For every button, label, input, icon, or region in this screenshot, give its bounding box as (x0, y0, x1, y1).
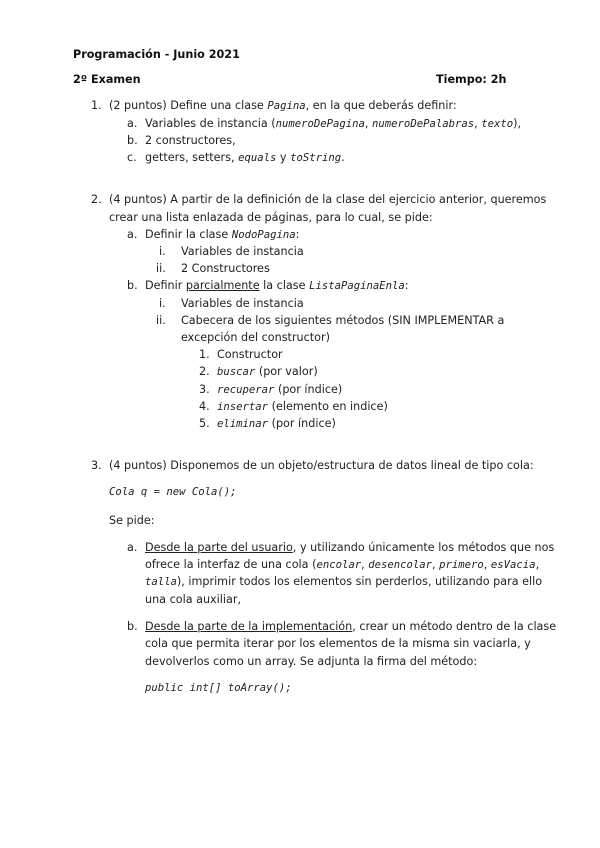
q1-class-name: Pagina (267, 100, 306, 112)
q1-intro-end: , en la que deberás definir: (305, 99, 457, 112)
q2-b-ii-line1: Cabecera de los siguientes métodos (SIN IMPLEMENTAR a (181, 314, 505, 327)
method-num: 1. (199, 348, 210, 361)
exam-title: Programación - Junio 2021 (73, 48, 240, 61)
q1-a-end: ), (513, 117, 522, 130)
exam-time: Tiempo: 2h (436, 73, 507, 86)
q2-a-text (145, 228, 299, 241)
q2-class-nodopagina: NodoPagina (231, 229, 296, 241)
q2-b-text (145, 279, 409, 292)
method-name: eliminar (217, 418, 269, 430)
q2-line2: crear una lista enlazada de páginas, para lo cual, se pide: (109, 211, 433, 224)
q1-c-intro: getters, setters, (145, 151, 239, 164)
method-item (217, 417, 336, 430)
q2-b-underlined: parcialmente (185, 279, 260, 292)
q3-b-code: public int[] toArray(); (145, 682, 292, 694)
method-desc: Constructor (217, 348, 283, 361)
q1-a-text (145, 117, 521, 130)
method-item (217, 365, 318, 378)
q3-method-primero: primero (439, 559, 484, 571)
method-item (217, 348, 283, 361)
q1-a-label: a. (127, 117, 138, 130)
method-desc: (por valor) (255, 365, 318, 378)
method-desc: (por índice) (268, 417, 336, 430)
q1-intro: (2 puntos) Define una clase (109, 99, 268, 112)
method-item (217, 383, 342, 396)
q1-var-texto: texto (481, 118, 514, 130)
q1-a-sep1: , (364, 117, 373, 130)
method-desc: (por índice) (274, 383, 343, 396)
q2-a-i-label: i. (159, 245, 166, 258)
q3-a-s3: , (483, 558, 491, 571)
q2-b-i-label: i. (159, 297, 166, 310)
q3-a-line2 (145, 558, 539, 571)
method-num: 2. (199, 365, 210, 378)
q2-b-label: b. (127, 279, 138, 292)
q2-line1: (4 puntos) A partir de la definición de la clase del ejercicio anterior, queremos (109, 193, 547, 206)
q3-a-s4: , (535, 558, 540, 571)
q3-code: Cola q = new Cola(); (109, 486, 237, 498)
method-desc: (elemento en indice) (268, 400, 388, 413)
q3-method-esvacia: esVacia (490, 559, 536, 571)
exam-number: 2º Examen (73, 73, 141, 86)
q1-method-equals: equals (238, 152, 277, 164)
q3-method-talla: talla (145, 576, 177, 588)
method-num: 3. (199, 383, 210, 396)
q1-statement (109, 99, 457, 112)
q3-se-pide: Se pide: (109, 514, 155, 527)
q3-b-line1 (145, 620, 556, 633)
q3-b-label: b. (127, 620, 138, 633)
q2-a-label: a. (127, 228, 138, 241)
q2-a-ii-label: ii. (156, 262, 166, 275)
q3-a-l2-start: ofrece la interfaz de una cola ( (145, 558, 317, 571)
q3-b-line3: devolverlos como un array. Se adjunta la firma del método: (145, 655, 478, 668)
q2-b-end: : (404, 279, 409, 292)
q1-number: 1. (91, 99, 102, 112)
q3-a-l3-rest: ), imprimir todos los elementos sin perderlos, utilizando para ello (176, 575, 543, 588)
q2-b-ii-label: ii. (156, 314, 166, 327)
q3-a-s2: , (432, 558, 440, 571)
q3-number: 3. (91, 459, 102, 472)
q2-a-intro: Definir la clase (145, 228, 232, 241)
q2-b-intro: Definir (145, 279, 186, 292)
method-name: buscar (217, 366, 256, 378)
method-item (217, 400, 388, 413)
q3-a-line1 (145, 541, 554, 554)
q2-class-listapaginaenla: ListaPaginaEnla (309, 280, 405, 292)
q1-c-mid: y (276, 151, 291, 164)
q3-b-line2: cola que permita iterar por los elementos de la misma sin vaciarla, y (145, 637, 531, 650)
method-name: recuperar (217, 384, 275, 396)
q3-b-underlined: Desde la parte de la implementación (145, 620, 353, 633)
q3-a-underlined: Desde la parte del usuario (145, 541, 293, 554)
q2-b-mid: la clase (259, 279, 310, 292)
q1-var-numero-pagina: numeroDePagina (275, 118, 365, 130)
method-name: insertar (217, 401, 269, 413)
q1-a-sep2: , (474, 117, 482, 130)
q2-a-end: : (295, 228, 300, 241)
q1-var-numero-palabras: numeroDePalabras (372, 118, 475, 130)
q3-a-l1-rest: , y utilizando únicamente los métodos que nos (292, 541, 555, 554)
q2-b-ii-line2: excepción del constructor) (181, 331, 330, 344)
q3-method-desencolar: desencolar (368, 559, 432, 571)
method-num: 5. (199, 417, 210, 430)
q3-a-s1: , (361, 558, 369, 571)
q3-b-l1-rest: , crear un método dentro de la clase (352, 620, 557, 633)
method-num: 4. (199, 400, 210, 413)
q3-a-line4: una cola auxiliar, (145, 593, 242, 606)
q2-a-ii-text: 2 Constructores (181, 262, 270, 275)
q2-a-i-text: Variables de instancia (181, 245, 304, 258)
q1-c-end: . (341, 151, 345, 164)
q1-a-intro: Variables de instancia ( (145, 117, 276, 130)
q3-a-label: a. (127, 541, 138, 554)
q1-c-text (145, 151, 345, 164)
q1-method-tostring: toString (290, 152, 342, 164)
q1-b-label: b. (127, 134, 138, 147)
q3-a-line3 (145, 575, 542, 588)
q2-b-i-text: Variables de instancia (181, 297, 304, 310)
q3-method-encolar: encolar (316, 559, 362, 571)
q1-b-text: 2 constructores, (145, 134, 236, 147)
q2-number: 2. (91, 193, 102, 206)
q3-intro: (4 puntos) Disponemos de un objeto/estructura de datos lineal de tipo cola: (109, 459, 534, 472)
q1-c-label: c. (127, 151, 137, 164)
